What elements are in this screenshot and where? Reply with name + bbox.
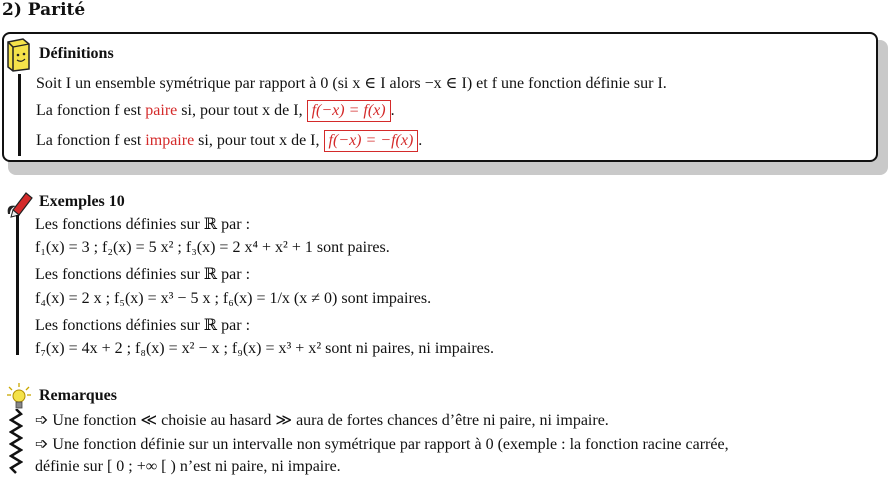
definitions-rule — [18, 74, 21, 156]
text: La fonction f est — [36, 102, 142, 119]
text: si, pour tout x de I, — [181, 102, 303, 119]
text: La fonction f est — [36, 132, 142, 149]
punctuation: . — [418, 132, 423, 149]
section-title: 2) Parité — [2, 0, 86, 20]
example-line-4: f₄(x) = 2 x ; f₅(x) = x³ − 5 x ; f₆(x) = 1/x (x ≠ 0) sont impaires. — [35, 290, 432, 307]
remark-line-2: ➩ Une fonction définie sur un intervalle non symétrique par rapport à 0 (exemple : la fonction racine carrée, — [35, 436, 729, 453]
formula-paire: f(−x) = f(x) — [307, 100, 391, 122]
example-line-6: f₇(x) = 4x + 2 ; f₈(x) = x² − x ; f₉(x) = x³ + x² sont ni paires, ni impaires. — [35, 340, 494, 357]
remark-line-1: ➩ Une fonction ≪ choisie au hasard ≫ aura de fortes chances d’être ni paire, ni impaire. — [35, 412, 609, 429]
zigzag-rule — [9, 409, 23, 475]
definition-line-2 — [36, 100, 395, 122]
formula-impaire: f(−x) = −f(x) — [324, 130, 419, 152]
term-paire: paire — [145, 102, 178, 119]
term-impaire: impaire — [145, 132, 195, 149]
examples-heading: Exemples 10 — [39, 193, 125, 210]
pencil-icon — [4, 190, 34, 218]
remark-line-3: définie sur [ 0 ; +∞ [ ) n’est ni paire, ni impaire. — [35, 458, 341, 475]
lightbulb-icon — [6, 382, 32, 412]
example-line-3: Les fonctions définies sur ℝ par : — [35, 266, 251, 283]
example-line-5: Les fonctions définies sur ℝ par : — [35, 317, 251, 334]
example-line-2: f₁(x) = 3 ; f₂(x) = 5 x² ; f₃(x) = 2 x⁴ + x² + 1 sont paires. — [35, 239, 390, 256]
text: si, pour tout x de I, — [198, 132, 320, 149]
punctuation: . — [390, 102, 395, 119]
definition-line-1: Soit I un ensemble symétrique par rapport à 0 (si x ∈ I alors −x ∈ I) et f une fonction définie sur I. — [36, 75, 667, 92]
definition-line-3 — [36, 130, 422, 152]
book-icon — [5, 38, 33, 72]
definitions-heading: Définitions — [39, 45, 114, 62]
examples-rule — [16, 215, 19, 355]
remarks-heading: Remarques — [39, 387, 117, 404]
example-line-1: Les fonctions définies sur ℝ par : — [35, 216, 251, 233]
